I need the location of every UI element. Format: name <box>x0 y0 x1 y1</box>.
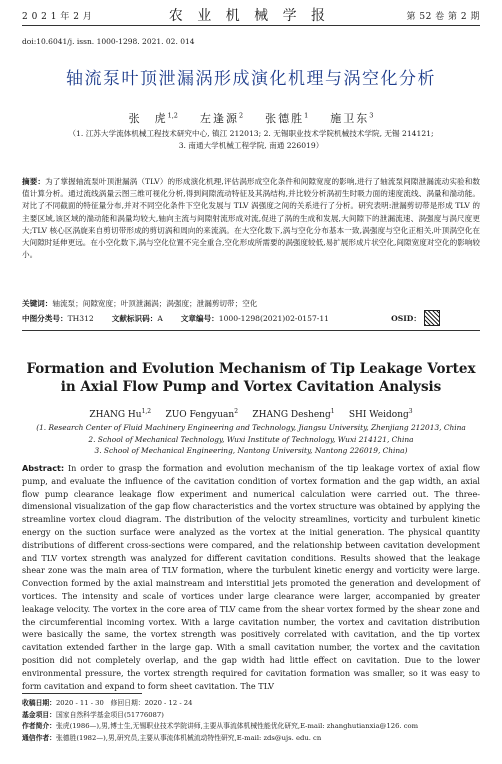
footnote-received: 收稿日期：2020 - 11 - 30 修回日期：2020 - 12 - 24 <box>22 699 193 707</box>
abstract-en <box>22 462 480 692</box>
header-journal: 农 业 机 械 学 报 <box>168 8 331 24</box>
osid[interactable]: OSID： <box>391 310 440 326</box>
header-date: 2 0 2 1 年 2 月 <box>22 11 93 22</box>
abstract-zh-text: 为了掌握轴流泵叶顶泄漏涡（TLV）的形成演化机理,评估涡形成空化条件和间隙宽度的影响,进行了轴流泵间隙泄漏流动实验和数值计算分析。通过流线涡量云图三维可视化分析,得到间隙流动特征及其涡结构,并比较分析涡初生时吸力面的速度流线、涡量和湍动能。对比了不同截面的特征量分布,并对不同空化条件下空化发展与 TLV 涡强度之间的关系进行了分析。研究表明:泄漏剪切带是形成 TLV 的主要区域,该区域的湍动能和涡量均较大,轴向主流与间隙射流形成对流,促进了涡的生成和发展,大间隙下的泄漏流速、涡强度与涡尺度更大;TLV 核心区涡旋来自剪切带形成的剪切涡和周向的来流涡。在大空化数下,涡与空化分布基本一致,涡强度与空化正相关,叶顶涡空化在大间隙时延伸更远。在小空化数下,涡与空化位置不完全重合,空化形成所需要的涡强度较低,易扩展形成片状空化,间隙宽度对空化的影响较小。 <box>22 177 481 260</box>
keywords-zh: 关键词：轴流泵；间隙宽度；叶顶泄漏涡；涡强度；泄漏剪切带；空化 <box>22 299 258 308</box>
footnote-funding: 基金项目：国家自然科学基金项目(51776087) <box>22 710 164 719</box>
author-en: ZHANG Desheng$^1$ <box>252 408 335 420</box>
author-zh: 左逢源$^2$ <box>199 111 244 125</box>
author-en: ZHANG Hu$^{1,2}$ <box>89 408 152 420</box>
abstract-en-text: In order to grasp the formation and evolution mechanism of the tip leakage vortex of axial flow pump, and evaluate the influence of the cavitation condition of vortex formation and the gap width, an axial flow pump clearance leakage flow experiment and numerical calculation were carried out. The three-dimensional visualization of the gap flow characteristics and the vortex structure was obtained by applying the streamline vortex cloud diagram. The distribution of the velocity streamlines, vorticity and turbulent kinetic energy on the suction surface were analyzed as the vortex at the initial generation. The physical quantity distributions of different cross-sections were compared, and the relationship between cavitation development and TLV vortex strength was analyzed for different cavitation conditions. Results showed that the leakage shear zone was the main area of TLV formation, where the turbulent kinetic energy and vorticity were large. Convection formed by the axial mainstream and interstitial jets promoted the generation and development of vortices. The intensity and scale of vortices under large clearance were larger, accompanied by greater leakage velocity. The vortex in the core area of TLV came from the shear vortex formed by the shear zone and the circumferential incoming vortex. With a large cavitation number, the vortex and cavitation distribution were basically the same, the vortex strength was positively correlated with cavitation, and the tip vortex cavitation extended farther in the large gap. With a small cavitation number, the vortex and the cavitation position did not completely overlap, and the gap width had little effect on cavitation. Due to the lower environmental pressure, the vortex strength required for cavitation formation was smaller, so it was easy to form cavitation and expand to form sheet cavitation. The TLV <box>22 463 480 691</box>
doi[interactable]: doi:10.6041/j. issn. 1000-1298. 2021. 02. 014 <box>22 37 195 46</box>
author-zh: 张德胜$^1$ <box>265 111 309 125</box>
header-volume: 第 52 卷 第 2 期 <box>406 11 480 22</box>
abstract-zh-label: 摘要： <box>22 177 46 186</box>
abstract-en-label: Abstract: <box>22 463 65 473</box>
header-rule <box>22 25 480 26</box>
qr-code-icon[interactable] <box>424 310 440 326</box>
classification-zh: 中图分类号：TH312 文献标识码：A 文章编号：1000-1298(2021)02-0157-11 OSID： <box>22 310 480 326</box>
author-zh: 张 虎$^{1,2}$ <box>128 111 178 125</box>
footnotes <box>22 698 480 744</box>
footnote-rule <box>22 693 142 694</box>
author-en: SHI Weidong$^3$ <box>348 408 413 420</box>
section-rule <box>22 330 480 331</box>
footnote-corresponding: 通信作者：张德胜(1982—),男,研究员,主要从事流体机械流动特性研究,E-mail: zds@ujs. edu. cn <box>22 733 322 742</box>
authors-zh <box>22 110 480 126</box>
footnote-author: 作者简介：张虎(1986—),男,博士生,无锡职业技术学院讲师,主要从事流体机械性能优化研究,E-mail: zhanghutianxia@126. com <box>22 722 419 730</box>
running-header <box>22 6 480 24</box>
affiliations-en: (1. Research Center of Fluid Machinery Engineering and Technology, Jiangsu University, Zhenjiang 212013, China 2. School of Mechanical Technology, Wuxi Institute of Technology, Wuxi 214121, China 3. School of Mechanical Engineering, Nantong University, Nantong 226019, China) <box>36 423 466 455</box>
abstract-zh <box>22 176 480 261</box>
author-zh: 施卫东$^3$ <box>330 111 374 125</box>
title-zh: 轴流泵叶顶泄漏涡形成演化机理与涡空化分析 <box>66 69 436 89</box>
authors-en <box>22 408 480 420</box>
affiliations-zh: （1. 江苏大学流体机械工程技术研究中心, 镇江 212013; 2. 无锡职业技术学院机械技术学院, 无锡 214121; 3. 南通大学机械工程学院, 南通 226019） <box>68 129 434 150</box>
title-en: Formation and Evolution Mechanism of Tip Leakage Vortex in Axial Flow Pump and Vortex Cavitation Analysis <box>26 361 476 395</box>
author-en: ZUO Fengyuan$^2$ <box>165 408 239 420</box>
